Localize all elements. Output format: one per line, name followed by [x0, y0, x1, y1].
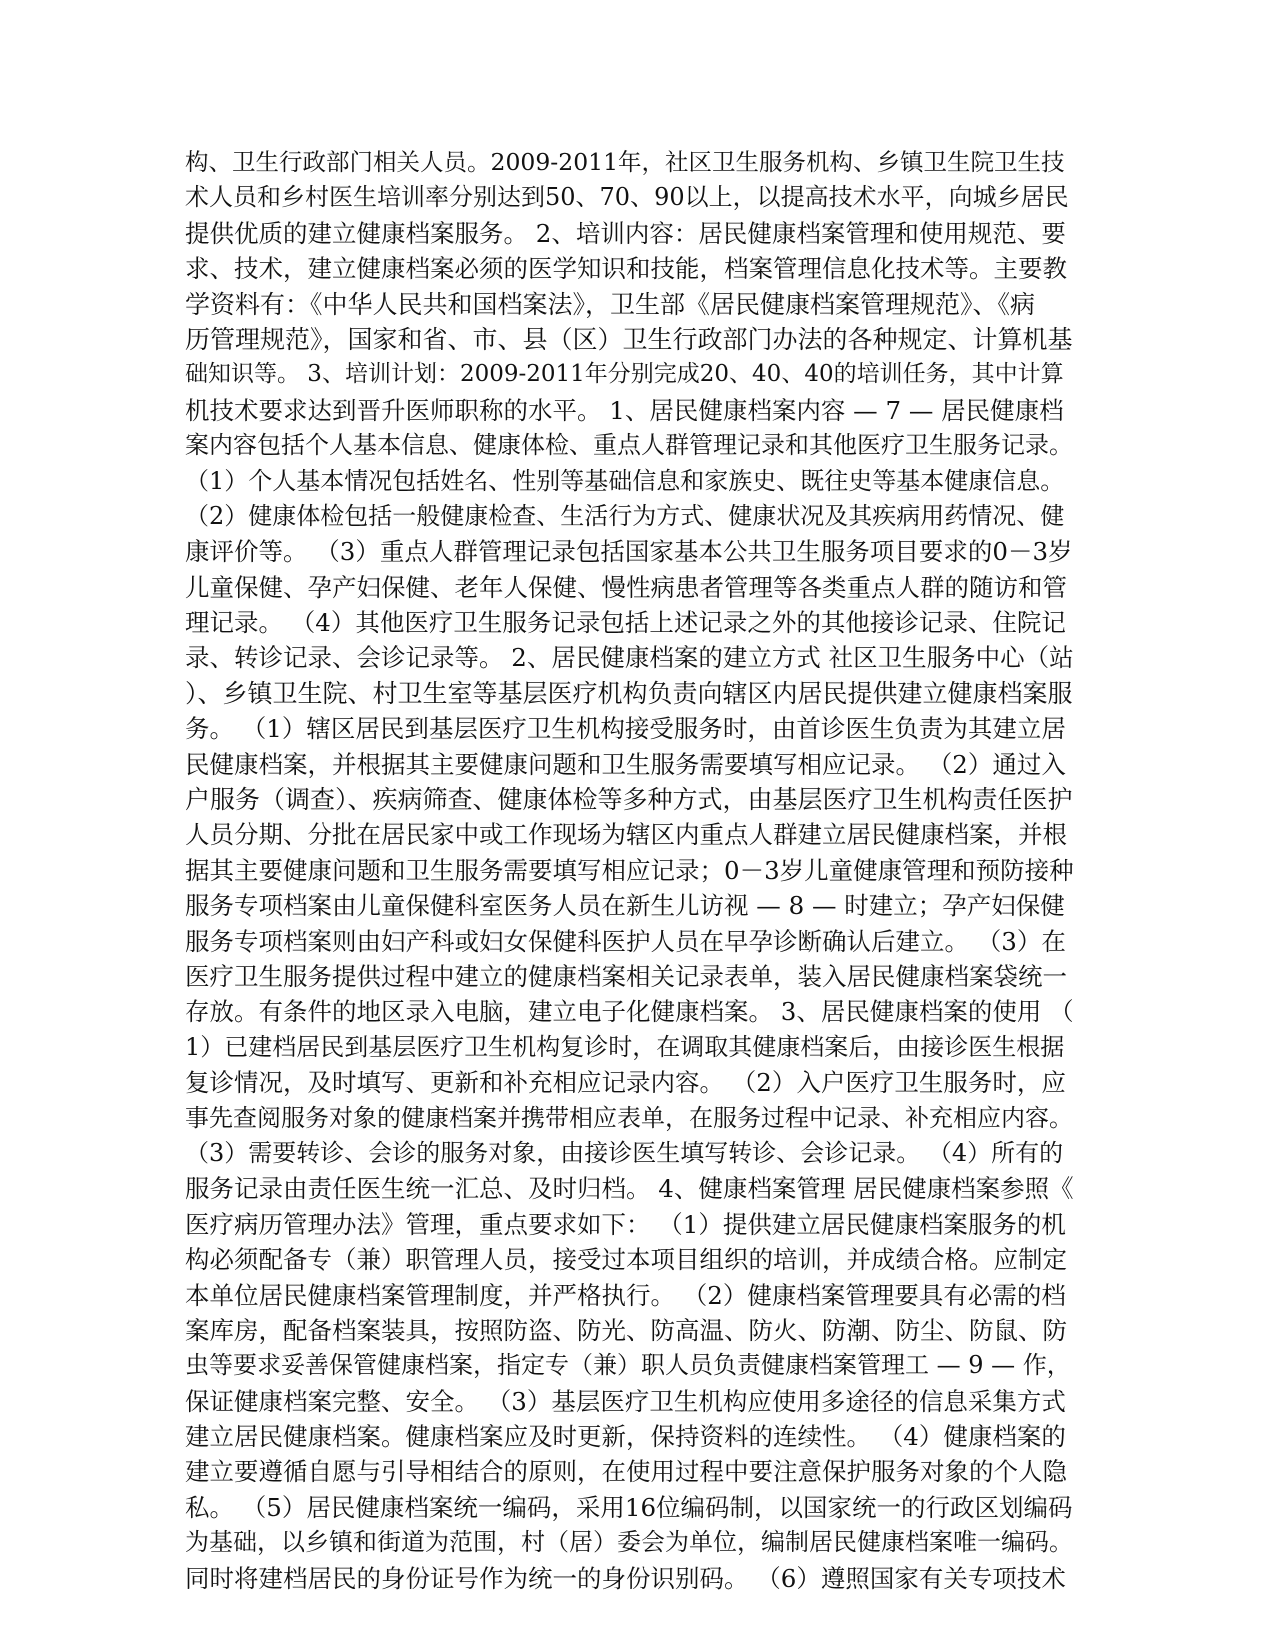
- text-line: 私。 （5）居民健康档案统一编码，采用16位编码制，以国家统一的行政区划编码: [185, 1492, 1073, 1522]
- text-line: 建立居民健康档案。健康档案应及时更新，保持资料的连续性。 （4）健康档案的: [185, 1422, 1066, 1452]
- text-line: 民健康档案，并根据其主要健康问题和卫生服务需要填写相应记录。 （2）通过入: [185, 749, 1066, 779]
- text-line: （3）需要转诊、会诊的服务对象，由接诊医生填写转诊、会诊记录。 （4）所有的: [185, 1138, 1064, 1167]
- text-line: 本单位居民健康档案管理制度，并严格执行。 （2）健康档案管理要具有必需的档: [185, 1280, 1066, 1310]
- text-line: 服务专项档案则由妇产科或妇女保健科医护人员在早孕诊断确认后建立。 （3）在: [185, 926, 1066, 956]
- text-line: 保证健康档案完整、安全。 （3）基层医疗卫生机构应使用多途径的信息采集方式: [185, 1386, 1066, 1416]
- text-line: 儿童保健、孕产妇保健、老年人保健、慢性病患者管理等各类重点人群的随访和管: [185, 572, 1067, 602]
- text-line: 事先查阅服务对象的健康档案并携带相应表单，在服务过程中记录、补充相应内容。: [185, 1103, 1073, 1132]
- text-line: 理记录。 （4）其他医疗卫生服务记录包括上述记录之外的其他接诊记录、住院记: [185, 608, 1066, 638]
- text-line: 虫等要求妥善保管健康档案，指定专（兼）职人员负责健康档案管理工 — 9 — 作，: [185, 1351, 1071, 1380]
- text-line: 为基础，以乡镇和街道为范围，村（居）委会为单位，编制居民健康档案唯一编码。: [185, 1528, 1073, 1557]
- text-line: 人员分期、分批在居民家中或工作现场为辖区内重点人群建立居民健康档案，并根: [185, 820, 1067, 850]
- text-line: 机技术要求达到晋升医师职称的水平。 1、居民健康档案内容 — 7 — 居民健康档: [185, 395, 1064, 425]
- text-line: 同时将建档居民的身份证号作为统一的身份识别码。 （6）遵照国家有关专项技术: [185, 1563, 1066, 1593]
- text-line: 础知识等。 3、培训计划：2009-2011年分别完成20、40、40的培训任务，其中计算: [185, 361, 1064, 388]
- text-line: 务。 （1）辖区居民到基层医疗卫生机构接受服务时，由首诊医生负责为其建立居: [185, 714, 1066, 744]
- text-line: 历管理规范》，国家和省、市、县（区）卫生行政部门办法的各种规定、计算机基: [185, 324, 1073, 354]
- text-line: 医疗卫生服务提供过程中建立的健康档案相关记录表单，装入居民健康档案袋统一: [185, 961, 1067, 991]
- text-line: 服务专项档案由儿童保健科室医务人员在新生儿访视 — 8 — 时建立；孕产妇保健: [185, 891, 1065, 921]
- text-line: 提供优质的建立健康档案服务。 2、培训内容：居民健康档案管理和使用规范、要: [185, 218, 1066, 248]
- text-line: 复诊情况，及时填写、更新和补充相应记录内容。 （2）入户医疗卫生服务时，应: [185, 1068, 1066, 1098]
- text-line: （1）个人基本情况包括姓名、性别等基础信息和家族史、既往史等基本健康信息。: [185, 466, 1065, 495]
- text-line: 据其主要健康问题和卫生服务需要填写相应记录；0－3岁儿童健康管理和预防接种: [185, 855, 1074, 885]
- text-line: 医疗病历管理办法》管理，重点要求如下： （1）提供建立居民健康档案服务的机: [185, 1209, 1066, 1239]
- text-line: 存放。有条件的地区录入电脑，建立电子化健康档案。 3、居民健康档案的使用 （: [185, 997, 1074, 1027]
- text-line: 服务记录由责任医生统一汇总、及时归档。 4、健康档案管理 居民健康档案参照《: [185, 1174, 1074, 1204]
- text-line: 构、卫生行政部门相关人员。2009-2011年，社区卫生服务机构、乡镇卫生院卫生技: [185, 148, 1065, 176]
- text-line: 录、转诊记录、会诊记录等。 2、居民健康档案的建立方式 社区卫生服务中心（站: [185, 643, 1074, 673]
- text-line: 康评价等。 （3）重点人群管理记录包括国家基本公共卫生服务项目要求的0－3岁: [185, 537, 1073, 567]
- text-line: 建立要遵循自愿与引导相结合的原则，在使用过程中要注意保护服务对象的个人隐: [185, 1457, 1067, 1487]
- text-line: 求、技术，建立健康档案必须的医学知识和技能，档案管理信息化技术等。主要教: [185, 254, 1067, 284]
- text-line: （2）健康体检包括一般健康检查、生活行为方式、健康状况及其疾病用药情况、健: [185, 501, 1065, 530]
- text-line: 案内容包括个人基本信息、健康体检、重点人群管理记录和其他医疗卫生服务记录。: [185, 431, 1073, 460]
- document-page: [185, 145, 1080, 1593]
- text-line: 术人员和乡村医生培训率分别达到50、70、90以上，以提高技术水平，向城乡居民: [185, 183, 1069, 212]
- text-line: 案库房，配备档案装具，按照防盗、防光、防高温、防火、防潮、防尘、防鼠、防: [185, 1315, 1067, 1345]
- text-line: 1）已建档居民到基层医疗卫生机构复诊时，在调取其健康档案后，由接诊医生根据: [185, 1032, 1065, 1061]
- text-line: 学资料有：《中华人民共和国档案法》，卫生部《居民健康档案管理规范》、《病: [185, 289, 1036, 319]
- text-line: 构必须配备专（兼）职管理人员，接受过本项目组织的培训，并成绩合格。应制定: [185, 1245, 1067, 1275]
- text-line: ）、乡镇卫生院、村卫生室等基层医疗机构负责向辖区内居民提供建立健康档案服: [185, 678, 1073, 708]
- text-line: 户服务（调查）、疾病筛查、健康体检等多种方式，由基层医疗卫生机构责任医护: [185, 785, 1073, 815]
